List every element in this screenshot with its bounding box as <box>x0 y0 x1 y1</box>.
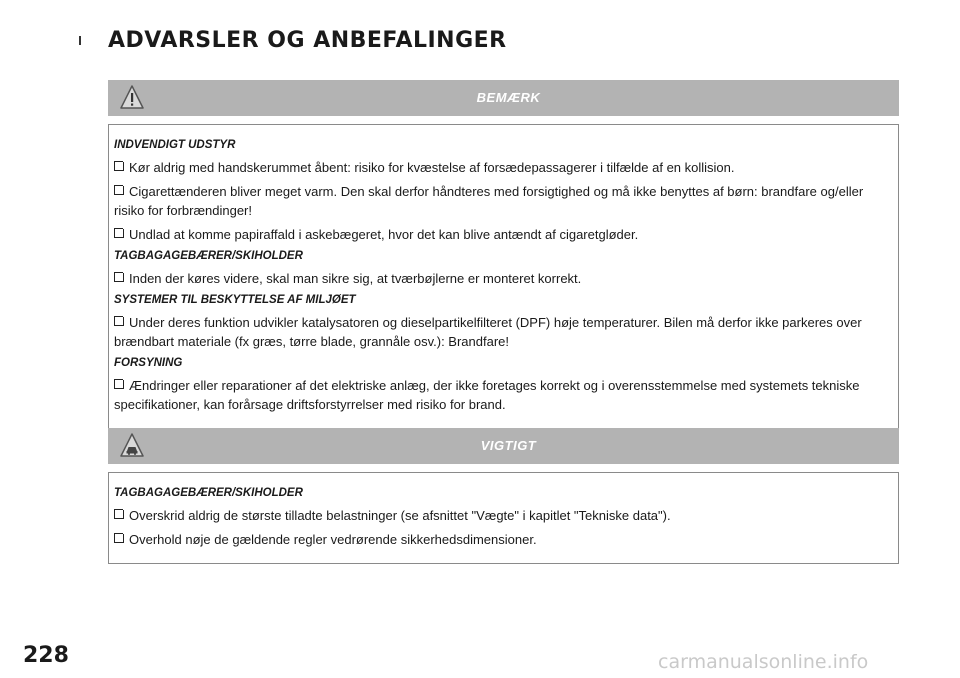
section-subheading: FORSYNING <box>114 357 183 369</box>
section-subheading: SYSTEMER TIL BESKYTTELSE AF MILJØET <box>114 294 356 306</box>
list-item: Overskrid aldrig de største tilladte belastninger (se afsnittet "Vægte" i kapitlet "Tekniske data"). <box>114 506 892 525</box>
bullet-box-icon <box>114 185 124 195</box>
list-item: Under deres funktion udvikler katalysatoren og dieselpartikelfilteret (DPF) høje temperaturer. Bilen må derfor ikke parkeres over brændbart materiale (fx græs, tørre blade, grannåle osv.): Brandfare! <box>114 315 862 349</box>
list-item: Overhold nøje de gældende regler vedrørende sikkerhedsdimensioner. <box>114 530 892 549</box>
important-section-box <box>108 472 899 564</box>
bullet-box-icon <box>114 161 124 171</box>
bullet-box-icon <box>114 228 124 238</box>
bullet-box-icon <box>114 316 124 326</box>
list-item: Undlad at komme papiraffald i askebægeret, hvor det kan blive antændt af cigaretgløder. <box>114 225 892 244</box>
list-item: Kør aldrig med handskerummet åbent: risiko for kvæstelse af forsædepassagerer i tilfælde af en kollision. <box>114 158 892 177</box>
important-section-label: VIGTIGT <box>480 438 537 453</box>
note-section-label: BEMÆRK <box>476 90 541 105</box>
page-margin-marker <box>79 36 81 45</box>
section-subheading: TAGBAGAGEBÆRER/SKIHOLDER <box>114 250 303 262</box>
watermark: carmanualsonline.info <box>658 651 869 673</box>
page-title: ADVARSLER OG ANBEFALINGER <box>108 28 507 53</box>
bullet-box-icon <box>114 509 124 519</box>
section-subheading: TAGBAGAGEBÆRER/SKIHOLDER <box>114 487 303 499</box>
note-section-header <box>108 80 899 116</box>
page-number: 228 <box>23 643 69 668</box>
bullet-box-icon <box>114 379 124 389</box>
list-item: Cigarettænderen bliver meget varm. Den skal derfor håndteres med forsigtighed og må ikke benyttes af børn: brandfare og/eller risiko for forbrændinger! <box>114 184 864 218</box>
list-item: Ændringer eller reparationer af det elektriske anlæg, der ikke foretages korrekt og i overensstemmelse med systemets tekniske specifikationer, kan forårsage driftsforstyrrelser med risiko for brand. <box>114 378 860 412</box>
section-subheading: INDVENDIGT UDSTYR <box>114 139 236 151</box>
note-section-box <box>108 124 899 429</box>
bullet-box-icon <box>114 533 124 543</box>
important-section-header <box>108 428 899 464</box>
bullet-box-icon <box>114 272 124 282</box>
list-item: Inden der køres videre, skal man sikre sig, at tværbøjlerne er monteret korrekt. <box>114 269 892 288</box>
